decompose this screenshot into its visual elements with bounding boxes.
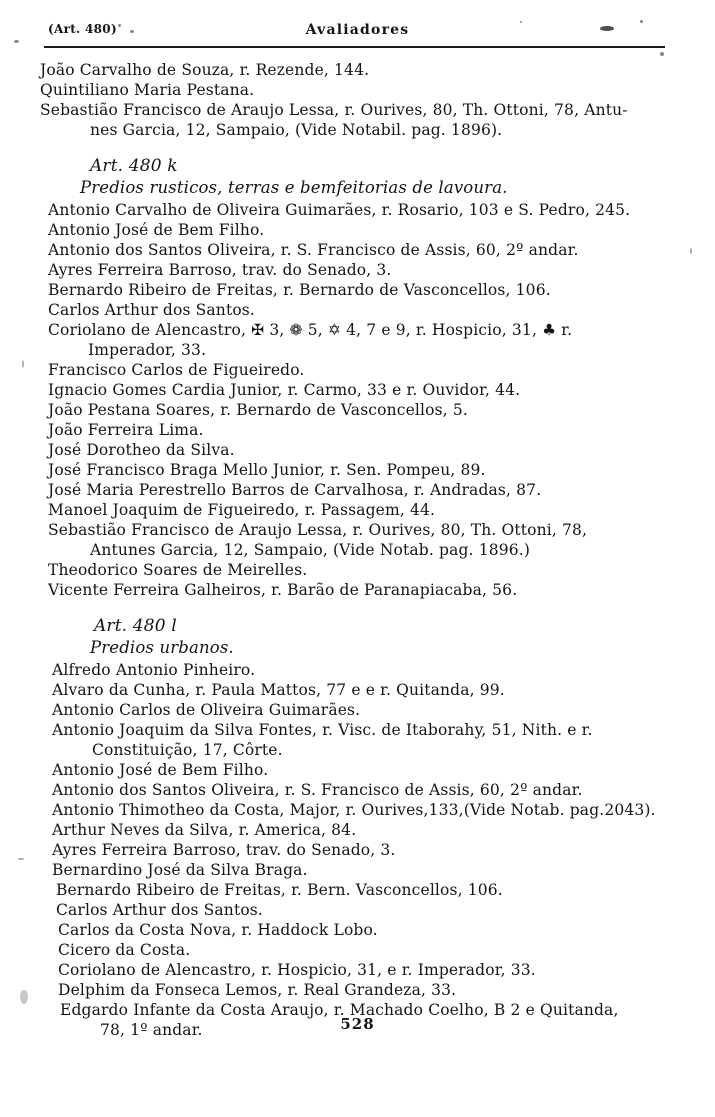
ink-speck	[640, 20, 643, 23]
ink-speck	[660, 52, 664, 56]
list-item: Sebastião Francisco de Araujo Lessa, r. Ourives, 80, Th. Ottoni, 78, Antu-	[40, 101, 628, 119]
list-item: Alvaro da Cunha, r. Paula Mattos, 77 e e r. Quitanda, 99.	[52, 681, 505, 699]
list-item: Coriolano de Alencastro, ✠ 3, ❁ 5, ✡ 4, 7 e 9, r. Hospicio, 31, ♣ r.	[48, 321, 573, 339]
ink-speck	[520, 21, 522, 23]
list-item: Antonio Thimotheo da Costa, Major, r. Ourives,133,(Vide Notab. pag.2043).	[52, 801, 656, 819]
header-rule	[44, 46, 665, 48]
list-item: José Francisco Braga Mello Junior, r. Sen. Pompeu, 89.	[48, 461, 486, 479]
list-item-continuation: nes Garcia, 12, Sampaio, (Vide Notabil. pag. 1896).	[90, 121, 503, 139]
list-item: Ignacio Gomes Cardia Junior, r. Carmo, 33 e r. Ouvidor, 44.	[48, 381, 521, 399]
list-item: Bernardino José da Silva Braga.	[52, 861, 308, 879]
list-item: Manoel Joaquim de Figueiredo, r. Passagem, 44.	[48, 501, 436, 519]
running-header	[0, 18, 715, 48]
ink-speck	[690, 248, 692, 254]
list-item-continuation: Imperador, 33.	[88, 341, 207, 359]
list-item: Bernardo Ribeiro de Freitas, r. Bern. Vasconcellos, 106.	[56, 881, 503, 899]
list-item: João Pestana Soares, r. Bernardo de Vasconcellos, 5.	[48, 401, 468, 419]
list-item: Alfredo Antonio Pinheiro.	[52, 661, 256, 679]
list-item: Carlos Arthur dos Santos.	[56, 901, 263, 919]
list-item: Antonio Carlos de Oliveira Guimarães.	[52, 701, 361, 719]
ink-speck	[20, 990, 28, 1004]
ink-speck	[18, 858, 24, 860]
list-item: Quintiliano Maria Pestana.	[40, 81, 255, 99]
list-item: João Ferreira Lima.	[48, 421, 204, 439]
section-heading-k: Art. 480 k	[90, 156, 178, 176]
list-item: Antonio José de Bem Filho.	[52, 761, 269, 779]
ink-speck	[130, 30, 134, 33]
ink-speck	[118, 24, 121, 27]
page-number: 528	[340, 1015, 375, 1033]
section-title-l: Predios urbanos.	[90, 638, 234, 657]
list-item: Theodorico Soares de Meirelles.	[48, 561, 308, 579]
section-heading-l: Art. 480 l	[94, 616, 177, 636]
ink-speck	[14, 40, 19, 43]
list-item: Coriolano de Alencastro, r. Hospicio, 31, e r. Imperador, 33.	[58, 961, 536, 979]
list-item-continuation: Constituição, 17, Côrte.	[92, 741, 283, 759]
list-item-continuation: 78, 1º andar.	[100, 1021, 203, 1039]
list-item: João Carvalho de Souza, r. Rezende, 144.	[40, 61, 370, 79]
list-item: Sebastião Francisco de Araujo Lessa, r. Ourives, 80, Th. Ottoni, 78,	[48, 521, 588, 539]
list-item: Antonio Joaquim da Silva Fontes, r. Visc. de Itaborahy, 51, Nith. e r.	[52, 721, 593, 739]
header-article-ref: (Art. 480)	[48, 22, 117, 36]
list-item: Carlos Arthur dos Santos.	[48, 301, 255, 319]
list-item: Bernardo Ribeiro de Freitas, r. Bernardo de Vasconcellos, 106.	[48, 281, 551, 299]
list-item-continuation: Antunes Garcia, 12, Sampaio, (Vide Notab. pag. 1896.)	[90, 541, 531, 559]
list-item: Vicente Ferreira Galheiros, r. Barão de Paranapiacaba, 56.	[48, 581, 518, 599]
list-item: Francisco Carlos de Figueiredo.	[48, 361, 305, 379]
list-item: Edgardo Infante da Costa Araujo, r. Machado Coelho, B 2 e Quitanda,	[60, 1001, 619, 1019]
list-item: Carlos da Costa Nova, r. Haddock Lobo.	[58, 921, 378, 939]
section-title-k: Predios rusticos, terras e bemfeitorias de lavoura.	[80, 178, 508, 197]
list-item: Arthur Neves da Silva, r. America, 84.	[52, 821, 357, 839]
list-item: Ayres Ferreira Barroso, trav. do Senado, 3.	[52, 841, 396, 859]
list-item: Antonio José de Bem Filho.	[48, 221, 265, 239]
ink-speck	[600, 26, 614, 31]
list-item: Antonio Carvalho de Oliveira Guimarães, r. Rosario, 103 e S. Pedro, 245.	[48, 201, 631, 219]
list-item: Antonio dos Santos Oliveira, r. S. Francisco de Assis, 60, 2º andar.	[52, 781, 583, 799]
list-item: José Dorotheo da Silva.	[48, 441, 235, 459]
list-item: José Maria Perestrello Barros de Carvalhosa, r. Andradas, 87.	[48, 481, 542, 499]
list-item: Ayres Ferreira Barroso, trav. do Senado, 3.	[48, 261, 392, 279]
header-title: Avaliadores	[305, 22, 410, 38]
list-item: Antonio dos Santos Oliveira, r. S. Francisco de Assis, 60, 2º andar.	[48, 241, 579, 259]
list-item: Delphim da Fonseca Lemos, r. Real Grandeza, 33.	[58, 981, 457, 999]
ink-speck	[22, 360, 24, 368]
list-item: Cicero da Costa.	[58, 941, 191, 959]
